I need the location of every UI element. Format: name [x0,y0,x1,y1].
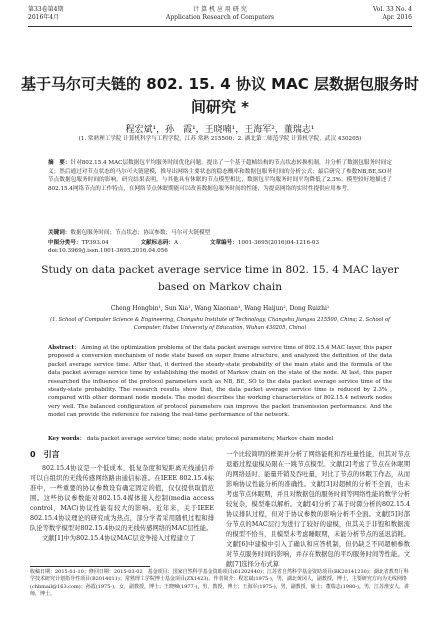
article-number [210,238,319,246]
body-paragraph: 802.15.4协议是一个低成本、低复杂度和短距离无线通信并可以自组织的无线传感网络路由通信标准。在IEEE 802.15.4标准中，一些重要的协议参数设有确定固定的值，仅仅提供取值范围。这些协议参数能对802.15.4媒体接入控制(media access control，MAC)协议性能有较大的影响。近年来，关于IEEE 802.15.4协议理论的研究成为热点，部分学者采用随机过程和排队论等数学模型对802.15.4协议的无线传感网络的MAC层性能。 [30,465,214,532]
running-header [28,6,412,32]
journal-en: Application Research of Computers [165,14,275,21]
date-en: Apr. 2016 [382,14,412,21]
article-value: 1001-3695(2016)04-1216-03 [237,240,320,246]
authors-en: Cheng Hongbin¹, Sun Xia¹, Wang Xiaonan¹, Wang Haijun², Dong Ruizhi¹ [110,305,330,312]
doc-label: 文献标志码： [140,240,175,246]
body-paragraph: 一个比较简明的框架并分析了网络能耗和吞吐量性能，但其对节点退避过程建模局限在一跳节点模型。文献[2]考虑了节点在休眠期的网络延时、能量开销及吞吐量，对比了节点的休眠工作态，从而影响协议性能分析的准确性。文献[3]对超帧的分析不全面，也未考虑节点休眠期，并且对数据包的服务时间等网络性能的数学分析较复杂，模型难以解析。文献[4]分析了基于时隙分析的802.15.4协议排队过程，但对于协议参数的影响分析不全面。文献[5]对部分节点的MAC层行为进行了较好的建模，但其关于非饱和数据流的模型不恰当，且模型未考虑睡眠期，未能分析节点的延迟消耗。文献[6]中建模中引入了确认和应答机制，但仍缺乏不同超帧参数对节点服务时间的影响，并存在数据包的平均服务时间等性能。文献[7]选择分布式算 [226,451,410,568]
abstract-zh-label: 摘 要： [48,160,71,166]
footnote [30,566,410,599]
body-column-right [226,450,410,570]
footnote-rule [30,566,150,567]
footnote-text: 收稿日期：2015-01-10；修回日期：2015-03-02 基金项目：国家自然科学基金资助项目(61202440)；江苏省自然科学基金资助项目(BK20141230)；湖北省教育厅科学技术研究计划指导性项目(B2014011)；常熟理工学院博士基金项目(ZX1423)。作者简介：程宏斌(1975-)，男，湖北黄冈人，副教授，博士，主要研究方向为无线网络(chbmail@163.com)；孙霞(1975-)，女，副教授，博士；王晓喃(1977-)，男，教授，博士；王海军(1975-)，男，副教授，硕士；董瑞志(1980-)，男，江苏淮安人，讲师，博士。 [30,569,409,598]
body-paragraph: 文献[1]中为802.15.4协议MAC层竞争接入过程建立了 [42,535,196,542]
clc-value: TP393.04 [81,240,109,246]
body-column-left [30,450,214,544]
title-en: Study on data packet average service time in 802. 15. 4 MAC layer based on Markov chain [41,264,399,293]
abstract-en-text: Aiming at the optimization problems of the data packet average service time of 802.15.4 MAC layer, this paper proposed a conversion mechanism of node state based on super frame structure, and analyzed the definition of the data packet average service time. After that, it derived the steady-state probability of the main state and the formula of the data packet average service time by establishing the model of Markov chain on the state of the node. At last, this paper researched the influence of the protocol parameters such as NB, BE, SO to the data packet average service time of the steady-state probability. The research results show that, the data packet average service time is reduced by 2.3% , compared with other dormant node models. The model describes the working characteristics of 802.15.4 network nodes very well. The balanced configuration of protocol parameters can improve the packet transmission performance. And the model can provide the reference for raising the real-time performance of the network. [48,345,393,419]
clc [48,238,109,246]
abstract-zh-text: 针对802.15.4 MAC层数据包平均服务时间优化问题，提出了一个基于超帧结构的节点状态转换机制，并分析了数据包服务时间定义；然后通过对节点状态的马尔可夫链建模，推导出网络主要状态的稳态概率和数据包服务时间的分析公式；最后研究了参数NB,BE,SO对节点数据包服务时间的影响。研究结果表明，与其他具有休眠的节点模型相比，数据包平均服务时间平均降低了2.3%。模型较好地描述了802.15.4网络节点的工作特点，在网络节点休眠期能可以改善数据包服务时间的性能，为提高网络的实时性提供应用参考。 [48,160,392,192]
doi: doi:10.3969/j.issn.1001-3695.2016.04.056 [48,248,168,254]
doc-value: A [174,240,179,246]
keywords-en-text: data packet average service time; node state; protocol parameters; Markov chain model [86,436,334,442]
keywords-zh-text: 数据包服务时间；节点状态；协议参数；马尔可夫链模型 [70,230,211,236]
journal-zh: 计 算 机 应 用 研 究 [193,6,247,13]
abstract-en [48,344,392,420]
affiliation-zh: (1. 常熟理工学院 计算机科学与工程学院，江苏 常熟 215500；2. 湖北第二师范学院 计算机学院，武汉 430205) [78,136,362,142]
vol-en: Vol. 33 No. 4 [372,6,412,13]
abstract-zh [48,159,392,193]
keywords-zh [48,228,392,236]
abstract-en-label: Abstract： [48,345,80,351]
title-zh: 基于马尔可夫链的 802. 15. 4 协议 MAC 层数据包服务时间研究 * [21,75,419,116]
header-right [373,6,412,22]
header-center [28,6,412,22]
section-heading: 0 引言 [30,450,60,459]
classification-line [48,238,392,246]
date-zh: 2016年4月 [28,14,60,21]
keywords-zh-label: 关键词： [48,230,71,236]
affiliation-en: (1. School of Computer Science & Engineering, Changshu Institute of Technology, Changshu Jiangsu 215500, China; 2. School of Computer, Hubei University of Education, Wuhan 430205, China) [49,317,391,331]
clc-label: 中图分类号： [48,240,82,246]
keywords-en-label: Key words： [48,436,86,442]
issue-zh: 第33卷第4期 [28,6,64,13]
authors-zh: 程宏斌¹，孙 霞¹，王晓喃¹，王海军²，董瑞志¹ [125,125,315,135]
article-label: 文章编号： [209,240,238,246]
keywords-en [48,434,392,442]
header-rule [28,26,412,27]
doc-code [140,238,178,246]
